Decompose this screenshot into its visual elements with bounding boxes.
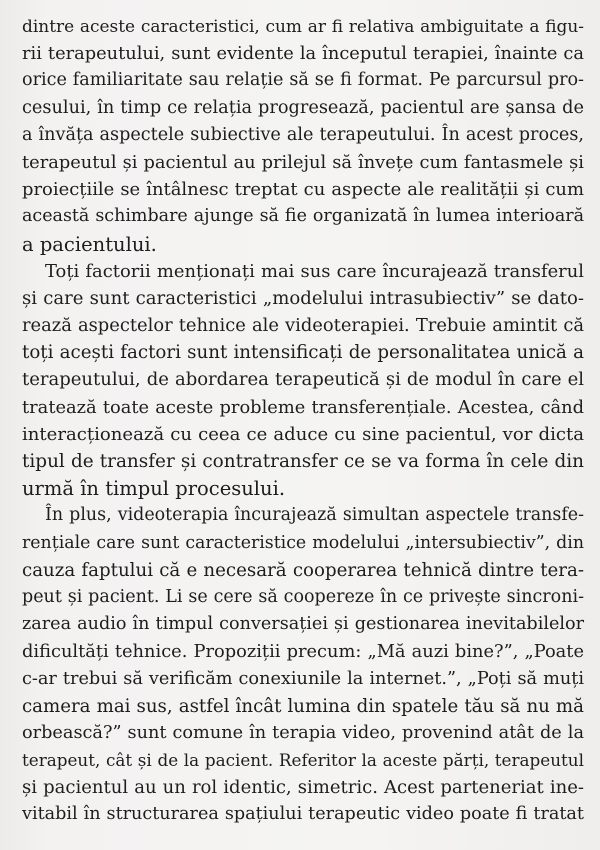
- text-line: Toți factorii menționați mai sus care încurajează transferul: [45, 260, 584, 282]
- paragraph-2: [22, 258, 584, 503]
- text-line: urmă în timpul procesului.: [22, 477, 286, 501]
- text-line: dintre aceste caracteristici, cum ar fi relativa ambiguitate a figu-: [22, 16, 584, 36]
- text-line: toți acești factori sunt intensificați de personalitatea unică a: [22, 342, 584, 364]
- text-line: orice familiaritate sau relație să se fi format. Pe parcursul pro-: [22, 70, 584, 91]
- text-line: și pacientul au un rol identic, simetric. Acest parteneriat ine-: [22, 777, 584, 799]
- page-text: [22, 13, 584, 829]
- text-line: și care sunt caracteristici „modelului intrasubiectiv” se dato-: [22, 287, 584, 309]
- text-line: proiecțiile se întâlnesc treptat cu aspecte ale realității și cum: [22, 179, 584, 201]
- text-line: tipul de transfer și contratransfer ce se va forma în cele din: [22, 451, 584, 472]
- text-line: terapeut, cât și de la pacient. Referitor la aceste părți, terapeutul: [22, 750, 584, 771]
- text-line: rează aspectelor tehnice ale videoterapiei. Trebuie amintit că: [22, 315, 584, 337]
- text-line: orbească?” sunt comune în terapia video, provenind atât de la: [22, 722, 584, 743]
- text-line: tratează toate aceste probleme transferențiale. Acestea, când: [22, 396, 584, 418]
- text-line: vitabil în structurarea spațiului terapeutic video poate fi tratat: [22, 804, 584, 825]
- text-line: zarea audio în timpul conversației și gestionarea inevitabilelor: [22, 614, 584, 635]
- text-line: peut și pacient. Li se cere să coopereze în ce privește sincroni-: [22, 586, 584, 607]
- text-line: rențiale care sunt caracteristice modelului „intersubiectiv”, din: [22, 532, 584, 553]
- text-line: cauza faptului că e necesară cooperarea tehnică dintre tera-: [22, 559, 584, 581]
- text-line: În plus, videoterapia încurajează simultan aspectele transfe-: [45, 505, 584, 526]
- text-line: terapeutului, de abordarea terapeutică și de modul în care el: [22, 369, 584, 391]
- text-line: a învăța aspectele subiective ale terapeutului. În acest proces,: [22, 124, 584, 145]
- text-line: rii terapeutului, sunt evidente la începutul terapiei, înainte ca: [22, 43, 584, 65]
- text-line: c-ar trebui să verificăm conexiunile la internet.”, „Poți să muți: [22, 668, 584, 689]
- text-line: interacționează cu ceea ce aduce cu sine pacientul, vor dicta: [22, 423, 584, 445]
- text-line: cesului, în timp ce relația progresează, pacientul are șansa de: [22, 97, 584, 118]
- text-line: această schimbare ajunge să fie organizată în lumea interioară: [22, 206, 584, 227]
- paragraph-1: [22, 13, 584, 258]
- paragraph-3: [22, 502, 584, 828]
- text-line: terapeutul și pacientul au prilejul să învețe cum fantasmele și: [22, 151, 584, 173]
- text-line: camera mai sus, astfel încât lumina din spatele tău să nu mă: [22, 695, 584, 717]
- text-line: a pacientului.: [22, 232, 157, 256]
- text-line: dificultăți tehnice. Propoziții precum: „Mă auzi bine?”, „Poate: [22, 641, 584, 663]
